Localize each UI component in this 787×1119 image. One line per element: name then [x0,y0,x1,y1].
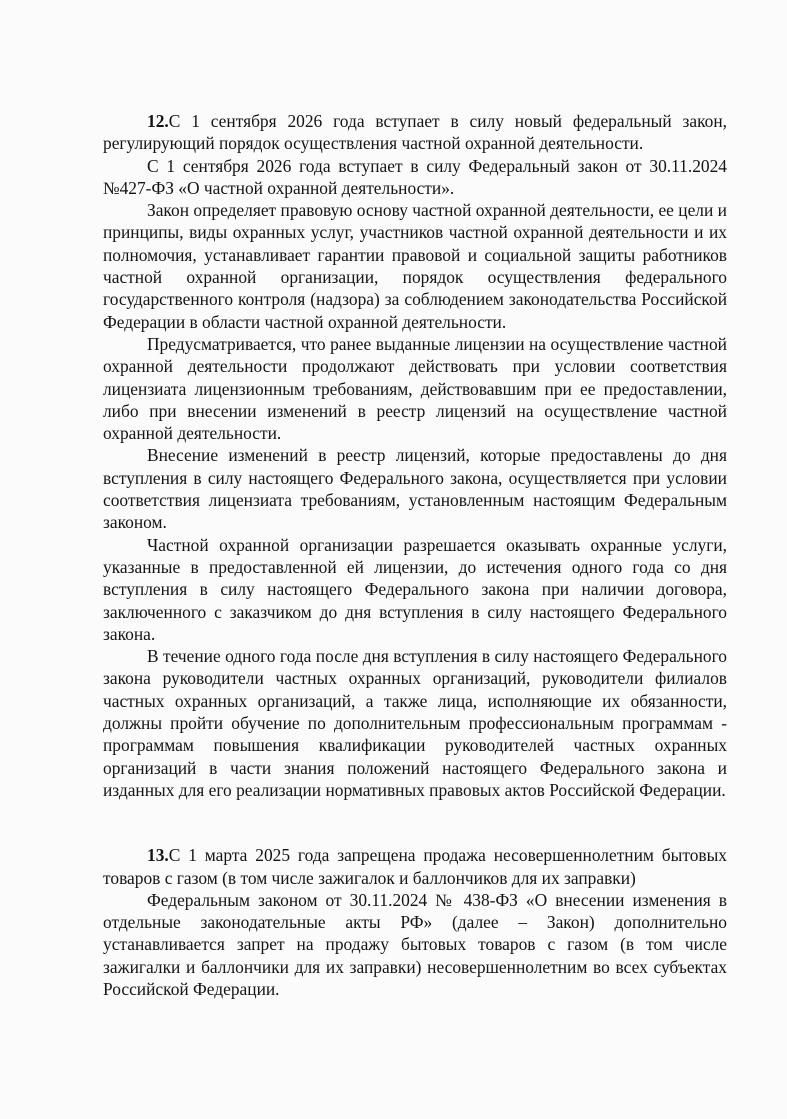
item-12-paragraph: С 1 сентября 2026 года вступает в силу Федеральный закон от 30.11.2024 №427-ФЗ «О частной охранной деятельности». [103,155,727,198]
item-12-paragraph: В течение одного года после дня вступления в силу настоящего Федерального закона руководители частных охранных организаций, руководители филиалов частных охранных организаций, а также лица, исполняющие их обязанности, должны пройти обучение по дополнительным профессиональным программам - программам повышения квалификации руководителей частных охранных организаций в части знания положений настоящего Федерального закона и изданных для его реализации нормативных правовых актов Российской Федерации. [103,646,727,800]
item-12-paragraph: Частной охранной организации разрешается оказывать охранные услуги, указанные в предоставленной ей лицензии, до истечения одного года со дня вступления в силу настоящего Федерального закона при наличии договора, заключенного с заказчиком до дня вступления в силу настоящего Федерального закона. [103,534,727,644]
item-12-number: 12. [147,111,169,131]
item-12-paragraph: Внесение изменений в реестр лицензий, которые предоставлены до дня вступления в силу настоящего Федерального закона, осуществляется при условии соответствия лицензиата требованиям, установленным настоящим Федеральным законом. [103,445,727,533]
item-13-heading-text: С 1 марта 2025 года запрещена продажа несовершеннолетним бытовых товаров с газом (в том числе зажигалок и баллончиков для их заправки) [103,845,727,888]
item-13-paragraph: Федеральным законом от 30.11.2024 № 438-ФЗ «О внесении изменения в отдельные законодательные акты РФ» (далее – Закон) дополнительно устанавливается запрет на продажу бытовых товаров с газом (в том числе зажигалки и баллончики для их заправки) несовершеннолетним во всех субъектах Российской Федерации. [103,889,727,999]
item-12-paragraph: Закон определяет правовую основу частной охранной деятельности, ее цели и принципы, виды охранных услуг, участников частной охранной деятельности и их полномочия, устанавливает гарантии правовой и социальной защиты работников частной охранной организации, порядок осуществления федерального государственного контроля (надзора) за соблюдением законодательства Российской Федерации в области частной охранной деятельности. [103,200,727,332]
item-12-heading [103,110,727,155]
document-body [103,110,727,1000]
section-spacer [103,801,727,844]
item-12-paragraph: Предусматривается, что ранее выданные лицензии на осуществление частной охранной деятельности продолжают действовать при условии соответствия лицензиата лицензионным требованиям, действовавшим при ее предоставлении, либо при внесении изменений в реестр лицензий на осуществление частной охранной деятельности. [103,333,727,444]
item-13-heading [103,844,727,889]
item-13-number: 13. [147,845,169,866]
item-12-heading-text: С 1 сентября 2026 года вступает в силу новый федеральный закон, регулирующий порядок осуществления частной охранной деятельности. [103,111,727,154]
